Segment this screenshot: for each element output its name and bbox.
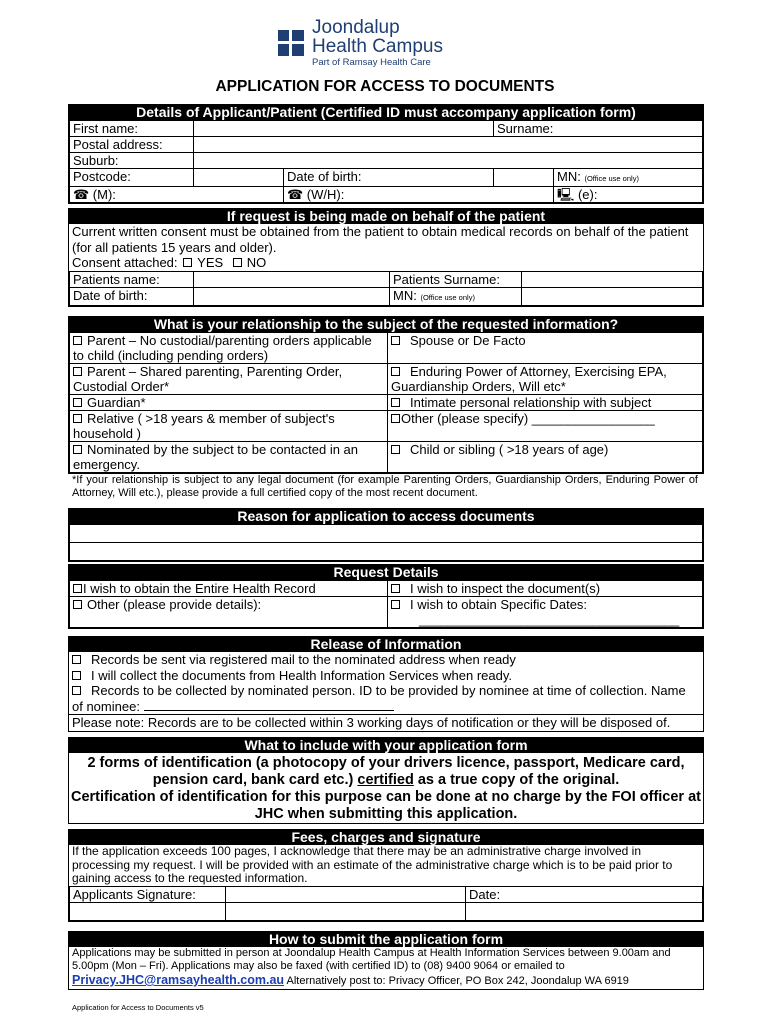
- reason-line-1[interactable]: [70, 525, 703, 543]
- relationship-parent-no-orders[interactable]: Parent – No custodial/parenting orders applicable to child (including pending orders): [70, 333, 388, 364]
- reason-line-2[interactable]: [70, 543, 703, 561]
- relationship-child-sibling[interactable]: Child or sibling ( >18 years of age): [388, 442, 703, 473]
- consent-row: [69, 255, 703, 271]
- checkbox[interactable]: [73, 600, 82, 609]
- patient-mn-field[interactable]: [390, 287, 522, 305]
- release-option-mail[interactable]: Records be sent via registered mail to the nominated address when ready: [69, 652, 703, 668]
- section-heading: Details of Applicant/Patient (Certified ID must accompany application form): [69, 105, 703, 120]
- relationship-parent-shared[interactable]: Parent – Shared parenting, Parenting Order, Custodial Order*: [70, 364, 388, 395]
- first-name-field[interactable]: [194, 121, 494, 137]
- section-heading: Request Details: [69, 565, 703, 580]
- release-option-nominee[interactable]: Records to be collected by nominated person. ID to be provided by nominee at time of collection. Name of nominee:: [72, 683, 686, 714]
- relationship-note: *If your relationship is subject to any legal document (for example Parenting Orders, Guardianship Orders, Enduring Power of Attorney, Will etc.), please provide a full certified copy of the most recent document.: [72, 474, 698, 499]
- date-label: Date:: [469, 886, 501, 902]
- page-title: APPLICATION FOR ACCESS TO DOCUMENTS: [215, 78, 555, 95]
- logo: [278, 18, 492, 68]
- consent-text: Current written consent must be obtained from the patient to obtain medical records on behalf of the patient (for all patients 15 years and older).: [72, 224, 689, 255]
- checkbox[interactable]: [73, 398, 82, 407]
- relationship-guardian[interactable]: Guardian*: [70, 395, 388, 411]
- fees-text: If the application exceeds 100 pages, I acknowledge that there may be an administrative charge involved in processing my request. I will be provided with an estimate of the administrative charge which is to be paid prior to gaining access to the requested information.: [72, 844, 673, 885]
- relationship-intimate[interactable]: Intimate personal relationship with subject: [388, 395, 703, 411]
- mobile-field[interactable]: [70, 187, 284, 203]
- consent-no-label: NO: [246, 255, 267, 270]
- include-id-text: 2 forms of identification (a photocopy of your drivers licence, passport, Medicare card, pension card, bank card etc.) certified as a true copy of the original.: [87, 755, 685, 788]
- section-heading: Release of Information: [69, 637, 703, 652]
- signature-extra-1[interactable]: [70, 902, 226, 920]
- patient-mn-value[interactable]: [522, 287, 703, 305]
- checkbox[interactable]: [73, 414, 82, 423]
- fees-section: [68, 829, 704, 922]
- dob-value[interactable]: [494, 169, 554, 187]
- checkbox[interactable]: [391, 584, 400, 593]
- checkbox[interactable]: [391, 336, 400, 345]
- specific-dates-line: ____________________________________: [419, 612, 680, 627]
- patients-surname-field[interactable]: [522, 271, 703, 287]
- checkbox[interactable]: [391, 600, 400, 609]
- patient-dob-field[interactable]: [194, 287, 390, 305]
- checkbox[interactable]: [73, 584, 82, 593]
- request-specific-dates[interactable]: I wish to obtain Specific Dates: ____________________________________: [388, 597, 703, 628]
- checkbox[interactable]: [72, 671, 81, 680]
- behalf-section: [68, 208, 704, 307]
- submit-text: Applications may be submitted in person at Joondalup Health Campus at Health Information Services between 9.00am and 5.00pm (Mon – Fri). Applications may also be faxed (with certified ID) to (08) 9400 9064 or emailed to: [72, 947, 671, 972]
- date-extra[interactable]: [466, 902, 703, 920]
- section-heading: Fees, charges and signature: [69, 830, 703, 845]
- consent-yes-checkbox[interactable]: [183, 258, 192, 267]
- patients-surname-label: Patients Surname:: [390, 271, 522, 287]
- postcode-field[interactable]: [194, 169, 284, 187]
- logo-line1: Joondalup: [312, 17, 400, 39]
- request-other[interactable]: Other (please provide details):: [70, 597, 388, 628]
- nominee-name-field[interactable]: [144, 699, 394, 711]
- section-heading: If request is being made on behalf of the patient: [69, 209, 703, 224]
- surname-field[interactable]: [494, 121, 703, 137]
- release-section: [68, 636, 704, 732]
- signature-field[interactable]: [226, 886, 466, 902]
- checkbox[interactable]: [391, 398, 400, 407]
- request-entire-record[interactable]: I wish to obtain the Entire Health Record: [70, 581, 388, 597]
- footer-version: Application for Access to Documents v5: [72, 1003, 204, 1012]
- checkbox[interactable]: [73, 445, 82, 454]
- checkbox[interactable]: [391, 414, 400, 423]
- checkbox[interactable]: [73, 367, 82, 376]
- office-use-note: (Office use only): [584, 174, 639, 183]
- release-note: Please note: Records are to be collected within 3 working days of notification or they will be disposed of.: [69, 714, 703, 731]
- patient-dob-label: Date of birth:: [70, 287, 194, 305]
- checkbox[interactable]: [72, 686, 81, 695]
- relationship-relative[interactable]: Relative ( >18 years & member of subject's household ): [70, 411, 388, 442]
- mn-field[interactable]: [554, 169, 703, 187]
- work-home-phone-label: ☎ (W/H):: [287, 187, 345, 202]
- section-heading: What is your relationship to the subject of the requested information?: [69, 317, 703, 332]
- patients-name-label: Patients name:: [70, 271, 194, 287]
- mobile-label: ☎ (M):: [73, 187, 116, 202]
- release-option-collect[interactable]: I will collect the documents from Health Information Services when ready.: [69, 668, 703, 684]
- logo-mark-icon: [278, 30, 304, 56]
- submit-section: [68, 931, 704, 990]
- request-details-section: [68, 564, 704, 629]
- include-certification-text: Certification of identification for this purpose can be done at no charge by the FOI officer at JHC when submitting this application.: [70, 789, 701, 822]
- email-field[interactable]: [554, 187, 703, 203]
- include-section: [68, 737, 704, 824]
- consent-yes-label: YES: [197, 255, 224, 270]
- relationship-section: [68, 316, 704, 474]
- mn-label: MN:: [557, 169, 581, 184]
- suburb-label: Suburb:: [70, 153, 194, 169]
- checkbox[interactable]: [72, 655, 81, 664]
- relationship-nominated[interactable]: Nominated by the subject to be contacted in an emergency.: [70, 442, 388, 473]
- patient-mn-label: MN:: [393, 287, 417, 303]
- consent-label: Consent attached:: [72, 255, 178, 270]
- patients-name-field[interactable]: [194, 271, 390, 287]
- postal-address-field[interactable]: [194, 137, 703, 153]
- checkbox[interactable]: [391, 367, 400, 376]
- certified-word: certified: [357, 772, 414, 788]
- date-field[interactable]: [466, 886, 703, 902]
- signature-extra-2[interactable]: [226, 902, 466, 920]
- reason-section: [68, 508, 704, 562]
- dob-label: Date of birth:: [287, 169, 362, 184]
- relationship-epa[interactable]: Enduring Power of Attorney, Exercising EPA, Guardianship Orders, Will etc*: [388, 364, 703, 395]
- section-heading: Reason for application to access documents: [69, 509, 703, 524]
- section-heading: How to submit the application form: [69, 932, 703, 947]
- logo-line2: Health Campus: [312, 36, 443, 58]
- postcode-label: Postcode:: [70, 169, 194, 187]
- checkbox[interactable]: [391, 445, 400, 454]
- surname-label: Surname:: [497, 121, 554, 136]
- checkbox[interactable]: [73, 336, 82, 345]
- email-label: 🖳 (e):: [557, 187, 598, 202]
- work-home-phone-field[interactable]: [284, 187, 554, 203]
- dob-field[interactable]: [284, 169, 494, 187]
- relationship-spouse[interactable]: Spouse or De Facto: [388, 333, 703, 364]
- privacy-email-link[interactable]: Privacy.JHC@ramsayhealth.com.au: [72, 973, 285, 987]
- first-name-label: First name:: [70, 121, 194, 137]
- applicant-details-section: [68, 104, 704, 204]
- office-use-note: (Office use only): [420, 292, 475, 302]
- request-inspect[interactable]: I wish to inspect the document(s): [388, 581, 703, 597]
- postal-address-text: Alternatively post to: Privacy Officer, PO Box 242, Joondalup WA 6919: [286, 975, 629, 987]
- submit-contact: [69, 973, 703, 989]
- relationship-other[interactable]: Other (please specify) _________________: [388, 411, 703, 442]
- signature-label: Applicants Signature:: [70, 886, 226, 902]
- section-heading: What to include with your application form: [69, 738, 703, 753]
- postal-address-label: Postal address:: [70, 137, 194, 153]
- consent-no-checkbox[interactable]: [233, 258, 242, 267]
- suburb-field[interactable]: [194, 153, 703, 169]
- logo-line3: Part of Ramsay Health Care: [312, 57, 431, 69]
